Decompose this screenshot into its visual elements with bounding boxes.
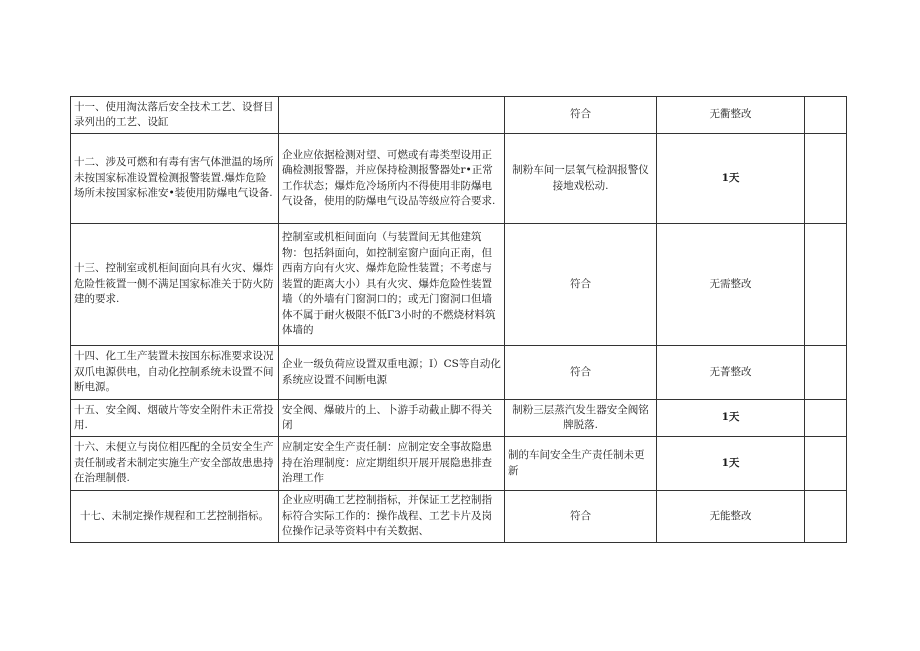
hazard-item-cell: 十三、控制室或机柜间面向具有火灾、爆炸危险性筱置一侧不满足国家标准关于防火防建的要求. [71, 224, 279, 346]
hazard-item-cell: 十六、未便立与岗位相匹配的全员安全生产责任制或者未制定实施生产安全部故患患持在治理制偎. [71, 437, 279, 491]
empty-cell [805, 437, 847, 491]
result-cell: 无衢整改 [657, 97, 805, 134]
result-cell: 无能整改 [657, 491, 805, 543]
result-cell [657, 437, 805, 491]
status-cell: 符合 [505, 346, 657, 400]
requirement-cell: 控制室或机柜间面向（与装置间无其他建筑物：包括斜面向，如控制室窗户面向正南，但西南方向有火灾、爆炸危险性装置；不考虑与装置的距离大小）具有火灾、爆炸危险性装置墙（的外墙有门窗洞口的；或无门窗洞口但墙体不属于耐火极限不低Γ3小时的不燃烧材料筑体墙的 [279, 224, 505, 346]
result-cell: 无需整改 [657, 224, 805, 346]
requirement-cell: 安全阀、爆破片的上、卜游手动截止脚不得关闭 [279, 400, 505, 437]
table-row [71, 491, 847, 543]
empty-cell [805, 346, 847, 400]
table-row [71, 97, 847, 134]
status-cell: 符合 [505, 491, 657, 543]
hazard-item-cell: 十二、涉及可燃和有毒有害气体泄温的场所未按国家标准设置检测报警装置.爆炸危险场所未按国家标准安•装使用防爆电气设备. [71, 134, 279, 224]
hazard-item-cell: 十四、化工生产装置未按国东标准要求设况双爪电源供电，自动化控制系统未设置不间断电源。 [71, 346, 279, 400]
requirement-cell: 企业应明确工艺控制指标，并保证工艺控制指标符合实际工作的：操作战程、工艺卡片及岗位操作记录等资料中有关数据、 [279, 491, 505, 543]
hazard-item-cell: 十一、使用淘汰落后安全技术工艺、设督目录列出的工艺、设缸 [71, 97, 279, 134]
status-cell: 制粉三层蒸汽发生器安全阀铭牌脱落. [505, 400, 657, 437]
empty-cell [805, 491, 847, 543]
table-row [71, 400, 847, 437]
result-text: 1天 [721, 411, 740, 424]
result-cell [657, 400, 805, 437]
empty-cell [805, 224, 847, 346]
requirement-cell: 企业应依据检测对望、可燃或有毒类型设用正确检测报警器，并应保持检测报警器处r•正常工作状态；爆炸危冷场所内不得使用非防爆电气设备，使用的防爆电气设品等级应符合要求. [279, 134, 505, 224]
result-cell: 无菁整改 [657, 346, 805, 400]
empty-cell [805, 97, 847, 134]
status-cell: 制的车间安全生产责任制未更新 [505, 437, 657, 491]
hazard-item-cell: 十七、未制定操作规程和工艺控制指标。 [71, 491, 279, 543]
result-cell [657, 134, 805, 224]
result-text: 1天 [721, 456, 740, 469]
table-row [71, 346, 847, 400]
table-row [71, 224, 847, 346]
status-cell: 符合 [505, 97, 657, 134]
result-text: 1天 [721, 171, 740, 184]
requirement-cell: 企业一级负荷应设置双重电源；I）CS等自动化系统应设置不间断电源 [279, 346, 505, 400]
table-row [71, 134, 847, 224]
table-row [71, 437, 847, 491]
hazard-item-cell: 十五、安全阀、烟破片等安全附件未正常投用. [71, 400, 279, 437]
empty-cell [805, 400, 847, 437]
requirement-cell: 应制定安全生产责任制：应制定安全事故隐患持在治理制度：应定期组织开展开展隐患排查治理工作 [279, 437, 505, 491]
requirement-cell [279, 97, 505, 134]
hazard-inspection-table [70, 96, 847, 543]
status-cell: 符合 [505, 224, 657, 346]
status-cell: 制粉车间一层氧气检泅报警仪接地戏松动. [505, 134, 657, 224]
empty-cell [805, 134, 847, 224]
